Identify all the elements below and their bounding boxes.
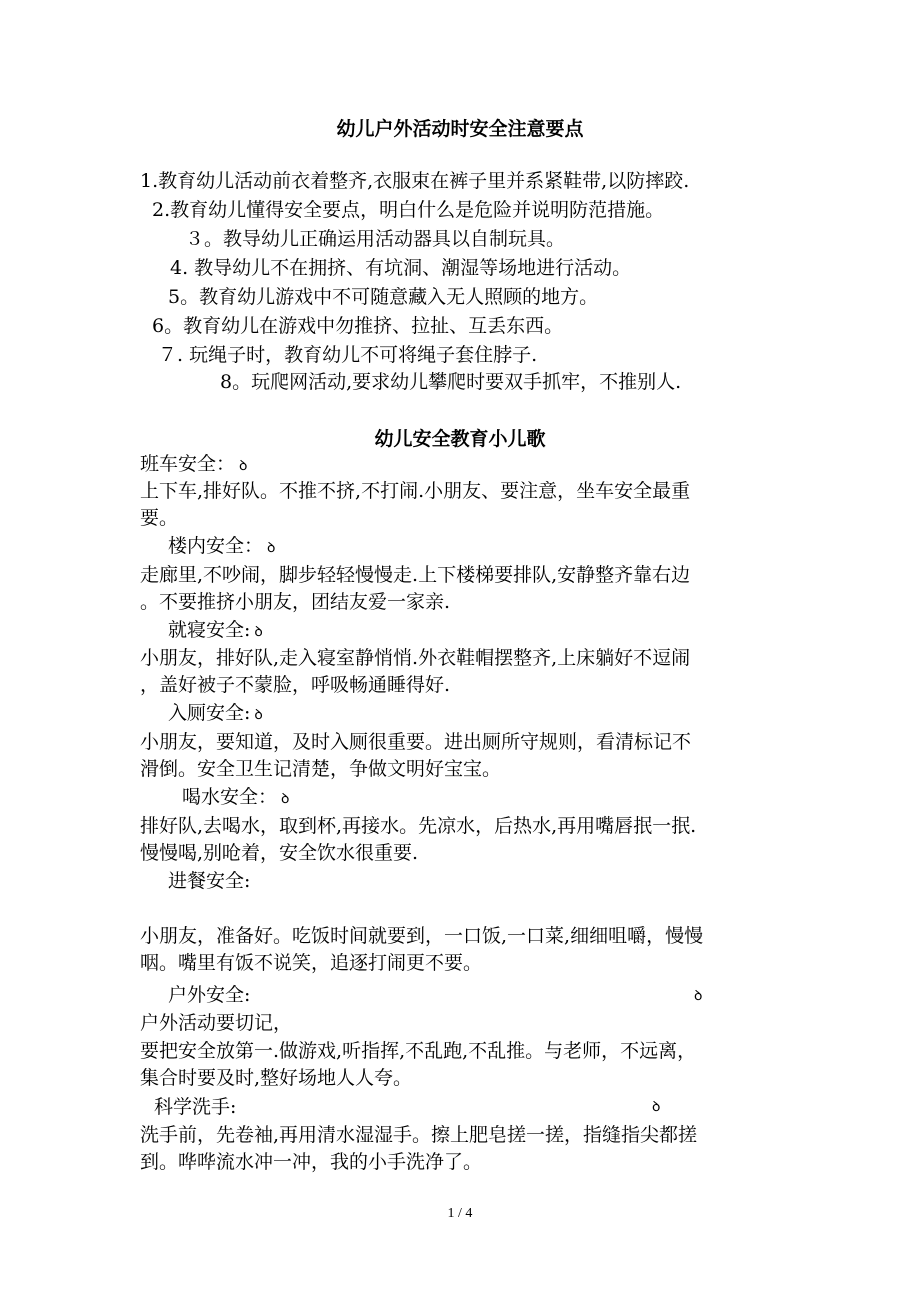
section-heading-text: 班车安全： xyxy=(140,453,236,475)
section-line: 户外活动要切记， xyxy=(140,1012,293,1034)
paragraph-mark-icon: ꝺ xyxy=(281,791,290,807)
paragraph-mark-icon: ꝺ xyxy=(254,707,263,723)
section-heading-outdoor: 户外安全: xyxy=(168,984,251,1006)
paragraph-mark-icon: ꝺ xyxy=(694,988,703,1004)
paragraph-mark-icon: ꝺ xyxy=(254,624,263,640)
paragraph-mark-icon: ꝺ xyxy=(267,540,276,556)
section-line: 要把安全放第一.做游戏,听指挥,不乱跑,不乱推。与老师，不远离， xyxy=(140,1040,697,1062)
section-line: 咽。嘴里有饭不说笑，追逐打闹更不要。 xyxy=(140,952,483,974)
section-heading-building xyxy=(168,533,275,561)
section-line: 小朋友，要知道，及时入厕很重要。进出厕所守规则，看清标记不 xyxy=(140,731,692,753)
point-5: 5。教育幼儿游戏中不可随意藏入无人照顾的地方。 xyxy=(168,286,599,308)
section-line: ，盖好被子不蒙脸，呼吸畅通睡得好. xyxy=(140,674,451,696)
section-line: 排好队,去喝水，取到杯,再接水。先凉水，后热水,再用嘴唇抿一抿. xyxy=(140,815,697,837)
paragraph-mark-icon: ꝺ xyxy=(652,1099,661,1115)
page-number: 1 / 4 xyxy=(447,1206,473,1221)
section-heading-water xyxy=(182,784,289,812)
point-2: 2.教育幼儿懂得安全要点，明白什么是危险并说明防范措施。 xyxy=(152,199,665,221)
section-line: 。不要推挤小朋友，团结友爱一家亲. xyxy=(140,591,451,613)
point-4: 4. 教导幼儿不在拥挤、有坑洞、潮湿等场地进行活动。 xyxy=(170,257,632,279)
main-title: 幼儿户外活动时安全注意要点 xyxy=(336,118,584,140)
section-line: 到。哗哗流水冲一冲，我的小手洗净了。 xyxy=(140,1151,483,1173)
point-1: 1.教育幼儿活动前衣着整齐,衣服束在裤子里并系紧鞋带,以防摔跤. xyxy=(140,170,690,192)
section-heading-text: 就寝安全: xyxy=(168,619,251,641)
point-6: 6。教育幼儿在游戏中勿推挤、拉扯、互丢东西。 xyxy=(152,315,564,337)
section-heading-bus xyxy=(140,451,247,479)
song-title: 幼儿安全教育小儿歌 xyxy=(374,428,546,450)
section-line: 要。 xyxy=(140,507,179,529)
section-line: 小朋友，排好队,走入寝室静悄悄.外衣鞋帽摆整齐,上床躺好不逗闹 xyxy=(140,647,691,669)
point-8: 8。玩爬网活动,要求幼儿攀爬时要双手抓牢，不推别人. xyxy=(220,371,682,393)
section-heading-text: 喝水安全： xyxy=(182,786,278,808)
section-heading-text: 入厕安全: xyxy=(168,702,251,724)
section-line: 小朋友，准备好。吃饭时间就要到，一口饭,一口菜,细细咀嚼，慢慢 xyxy=(140,925,704,947)
section-line: 洗手前，先卷袖,再用清水湿湿手。擦上肥皂搓一搓，指缝指尖都搓 xyxy=(140,1124,698,1146)
section-heading-meal: 进餐安全: xyxy=(168,870,251,892)
point-3: ３。教导幼儿正确运用活动器具以自制玩具。 xyxy=(185,228,566,250)
paragraph-mark-icon: ꝺ xyxy=(239,458,248,474)
section-heading-sleep xyxy=(168,617,263,645)
section-heading-text: 楼内安全： xyxy=(168,535,264,557)
section-line: 集合时要及时,整好场地人人夸。 xyxy=(140,1067,413,1089)
section-line: 上下车,排好队。不推不挤,不打闹.小朋友、要注意，坐车安全最重 xyxy=(140,480,691,502)
point-7: ７. 玩绳子时，教育幼儿不可将绳子套住脖子. xyxy=(158,344,538,366)
section-line: 慢慢喝,别呛着，安全饮水很重要. xyxy=(140,842,419,864)
section-heading-handwash: 科学洗手: xyxy=(154,1096,237,1118)
section-line: 滑倒。安全卫生记清楚，争做文明好宝宝。 xyxy=(140,758,502,780)
section-line: 走廊里,不吵闹，脚步轻轻慢慢走.上下楼梯要排队,安静整齐靠右边 xyxy=(140,564,691,586)
section-heading-toilet xyxy=(168,700,263,728)
